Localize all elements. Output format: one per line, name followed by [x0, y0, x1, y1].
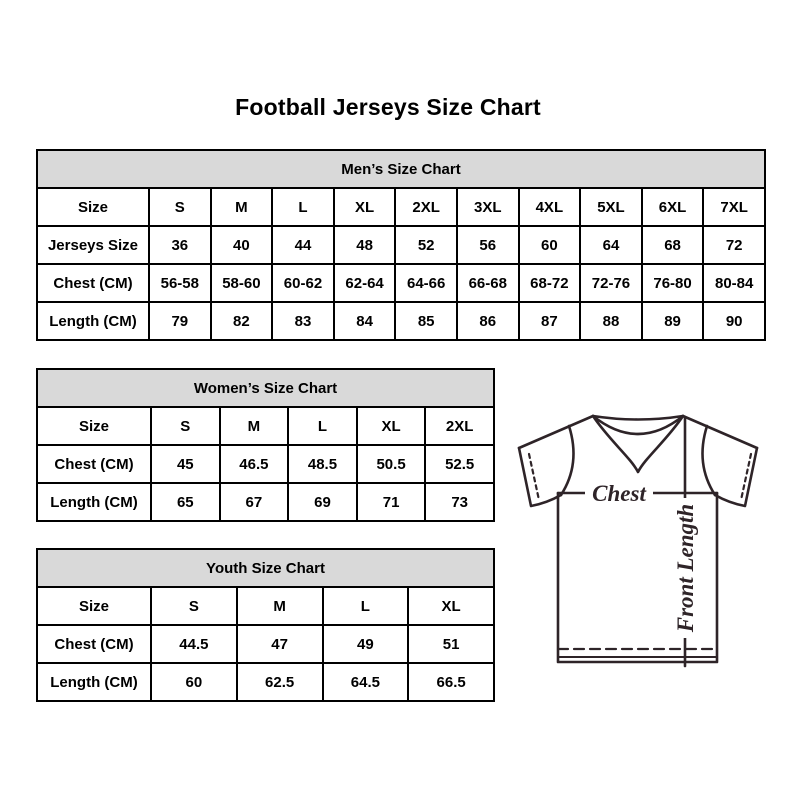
right-cuff-dashed-line [741, 454, 751, 500]
size-value-cell: 52.5 [425, 445, 494, 483]
table-title-row [37, 549, 494, 587]
collar [593, 416, 683, 420]
size-value-cell: 62-64 [334, 264, 396, 302]
table-row [37, 302, 765, 340]
column-header: S [149, 188, 211, 226]
chest-label: Chest [592, 481, 646, 506]
size-value-cell: 85 [395, 302, 457, 340]
row-label: Jerseys Size [37, 226, 149, 264]
right-sleeve-seam [703, 426, 716, 495]
column-header: XL [334, 188, 396, 226]
size-value-cell: 49 [323, 625, 409, 663]
size-value-cell: 88 [580, 302, 642, 340]
column-header: S [151, 587, 237, 625]
row-label: Chest (CM) [37, 264, 149, 302]
size-value-cell: 90 [703, 302, 765, 340]
size-value-cell: 66-68 [457, 264, 519, 302]
size-value-cell: 80-84 [703, 264, 765, 302]
size-value-cell: 48.5 [288, 445, 357, 483]
column-header: 3XL [457, 188, 519, 226]
jersey-outline [519, 416, 593, 448]
row-label: Chest (CM) [37, 625, 151, 663]
table-title: Women’s Size Chart [37, 369, 494, 407]
size-value-cell: 58-60 [211, 264, 273, 302]
size-value-cell: 79 [149, 302, 211, 340]
column-header: M [237, 587, 323, 625]
size-value-cell: 40 [211, 226, 273, 264]
left-cuff-dashed-line [529, 454, 539, 500]
size-value-cell: 72 [703, 226, 765, 264]
row-label: Chest (CM) [37, 445, 151, 483]
size-value-cell: 60 [519, 226, 581, 264]
column-header: XL [408, 587, 494, 625]
jersey-measurement-diagram [505, 396, 775, 684]
column-header: L [272, 188, 334, 226]
page-title: Football Jerseys Size Chart [235, 94, 541, 120]
size-value-cell: 82 [211, 302, 273, 340]
table-header-row [37, 587, 494, 625]
row-label: Length (CM) [37, 302, 149, 340]
size-value-cell: 47 [237, 625, 323, 663]
size-value-cell: 45 [151, 445, 220, 483]
table-row [37, 483, 494, 521]
column-header: XL [357, 407, 426, 445]
size-value-cell: 56-58 [149, 264, 211, 302]
left-sleeve [519, 448, 561, 506]
size-value-cell: 64-66 [395, 264, 457, 302]
size-value-cell: 56 [457, 226, 519, 264]
size-value-cell: 64.5 [323, 663, 409, 701]
column-header: Size [37, 587, 151, 625]
column-header: L [288, 407, 357, 445]
table-row [37, 445, 494, 483]
size-value-cell: 67 [220, 483, 289, 521]
column-header: M [211, 188, 273, 226]
size-value-cell: 60 [151, 663, 237, 701]
table-row [37, 226, 765, 264]
column-header: 4XL [519, 188, 581, 226]
column-header: Size [37, 407, 151, 445]
column-header: 2XL [395, 188, 457, 226]
table-title-row [37, 150, 765, 188]
column-header: M [220, 407, 289, 445]
table-title-row [37, 369, 494, 407]
size-value-cell: 46.5 [220, 445, 289, 483]
size-value-cell: 64 [580, 226, 642, 264]
jersey-diagram-svg [505, 396, 775, 684]
column-header: L [323, 587, 409, 625]
column-header: 5XL [580, 188, 642, 226]
table-title: Youth Size Chart [37, 549, 494, 587]
table-header-row [37, 407, 494, 445]
youth-size-table [36, 548, 495, 702]
size-value-cell: 87 [519, 302, 581, 340]
size-value-cell: 86 [457, 302, 519, 340]
size-value-cell: 76-80 [642, 264, 704, 302]
size-value-cell: 48 [334, 226, 396, 264]
size-value-cell: 60-62 [272, 264, 334, 302]
size-value-cell: 68 [642, 226, 704, 264]
size-value-cell: 62.5 [237, 663, 323, 701]
size-value-cell: 51 [408, 625, 494, 663]
row-label: Length (CM) [37, 483, 151, 521]
column-header: Size [37, 188, 149, 226]
column-header: 7XL [703, 188, 765, 226]
table-title: Men’s Size Chart [37, 150, 765, 188]
size-value-cell: 65 [151, 483, 220, 521]
column-header: 2XL [425, 407, 494, 445]
womens-size-table [36, 368, 495, 522]
size-value-cell: 89 [642, 302, 704, 340]
column-header: 6XL [642, 188, 704, 226]
table-row [37, 663, 494, 701]
size-value-cell: 44 [272, 226, 334, 264]
table-row [37, 264, 765, 302]
table-header-row [37, 188, 765, 226]
size-value-cell: 71 [357, 483, 426, 521]
size-value-cell: 66.5 [408, 663, 494, 701]
size-value-cell: 50.5 [357, 445, 426, 483]
mens-size-table [36, 149, 766, 341]
size-value-cell: 52 [395, 226, 457, 264]
size-value-cell: 84 [334, 302, 396, 340]
column-header: S [151, 407, 220, 445]
size-value-cell: 69 [288, 483, 357, 521]
size-value-cell: 73 [425, 483, 494, 521]
size-value-cell: 44.5 [151, 625, 237, 663]
size-value-cell: 36 [149, 226, 211, 264]
front-length-label: Front Length [673, 503, 698, 633]
left-sleeve-seam [561, 426, 574, 495]
size-value-cell: 72-76 [580, 264, 642, 302]
size-value-cell: 83 [272, 302, 334, 340]
table-row [37, 625, 494, 663]
size-value-cell: 68-72 [519, 264, 581, 302]
jersey-outline [683, 416, 757, 448]
row-label: Length (CM) [37, 663, 151, 701]
